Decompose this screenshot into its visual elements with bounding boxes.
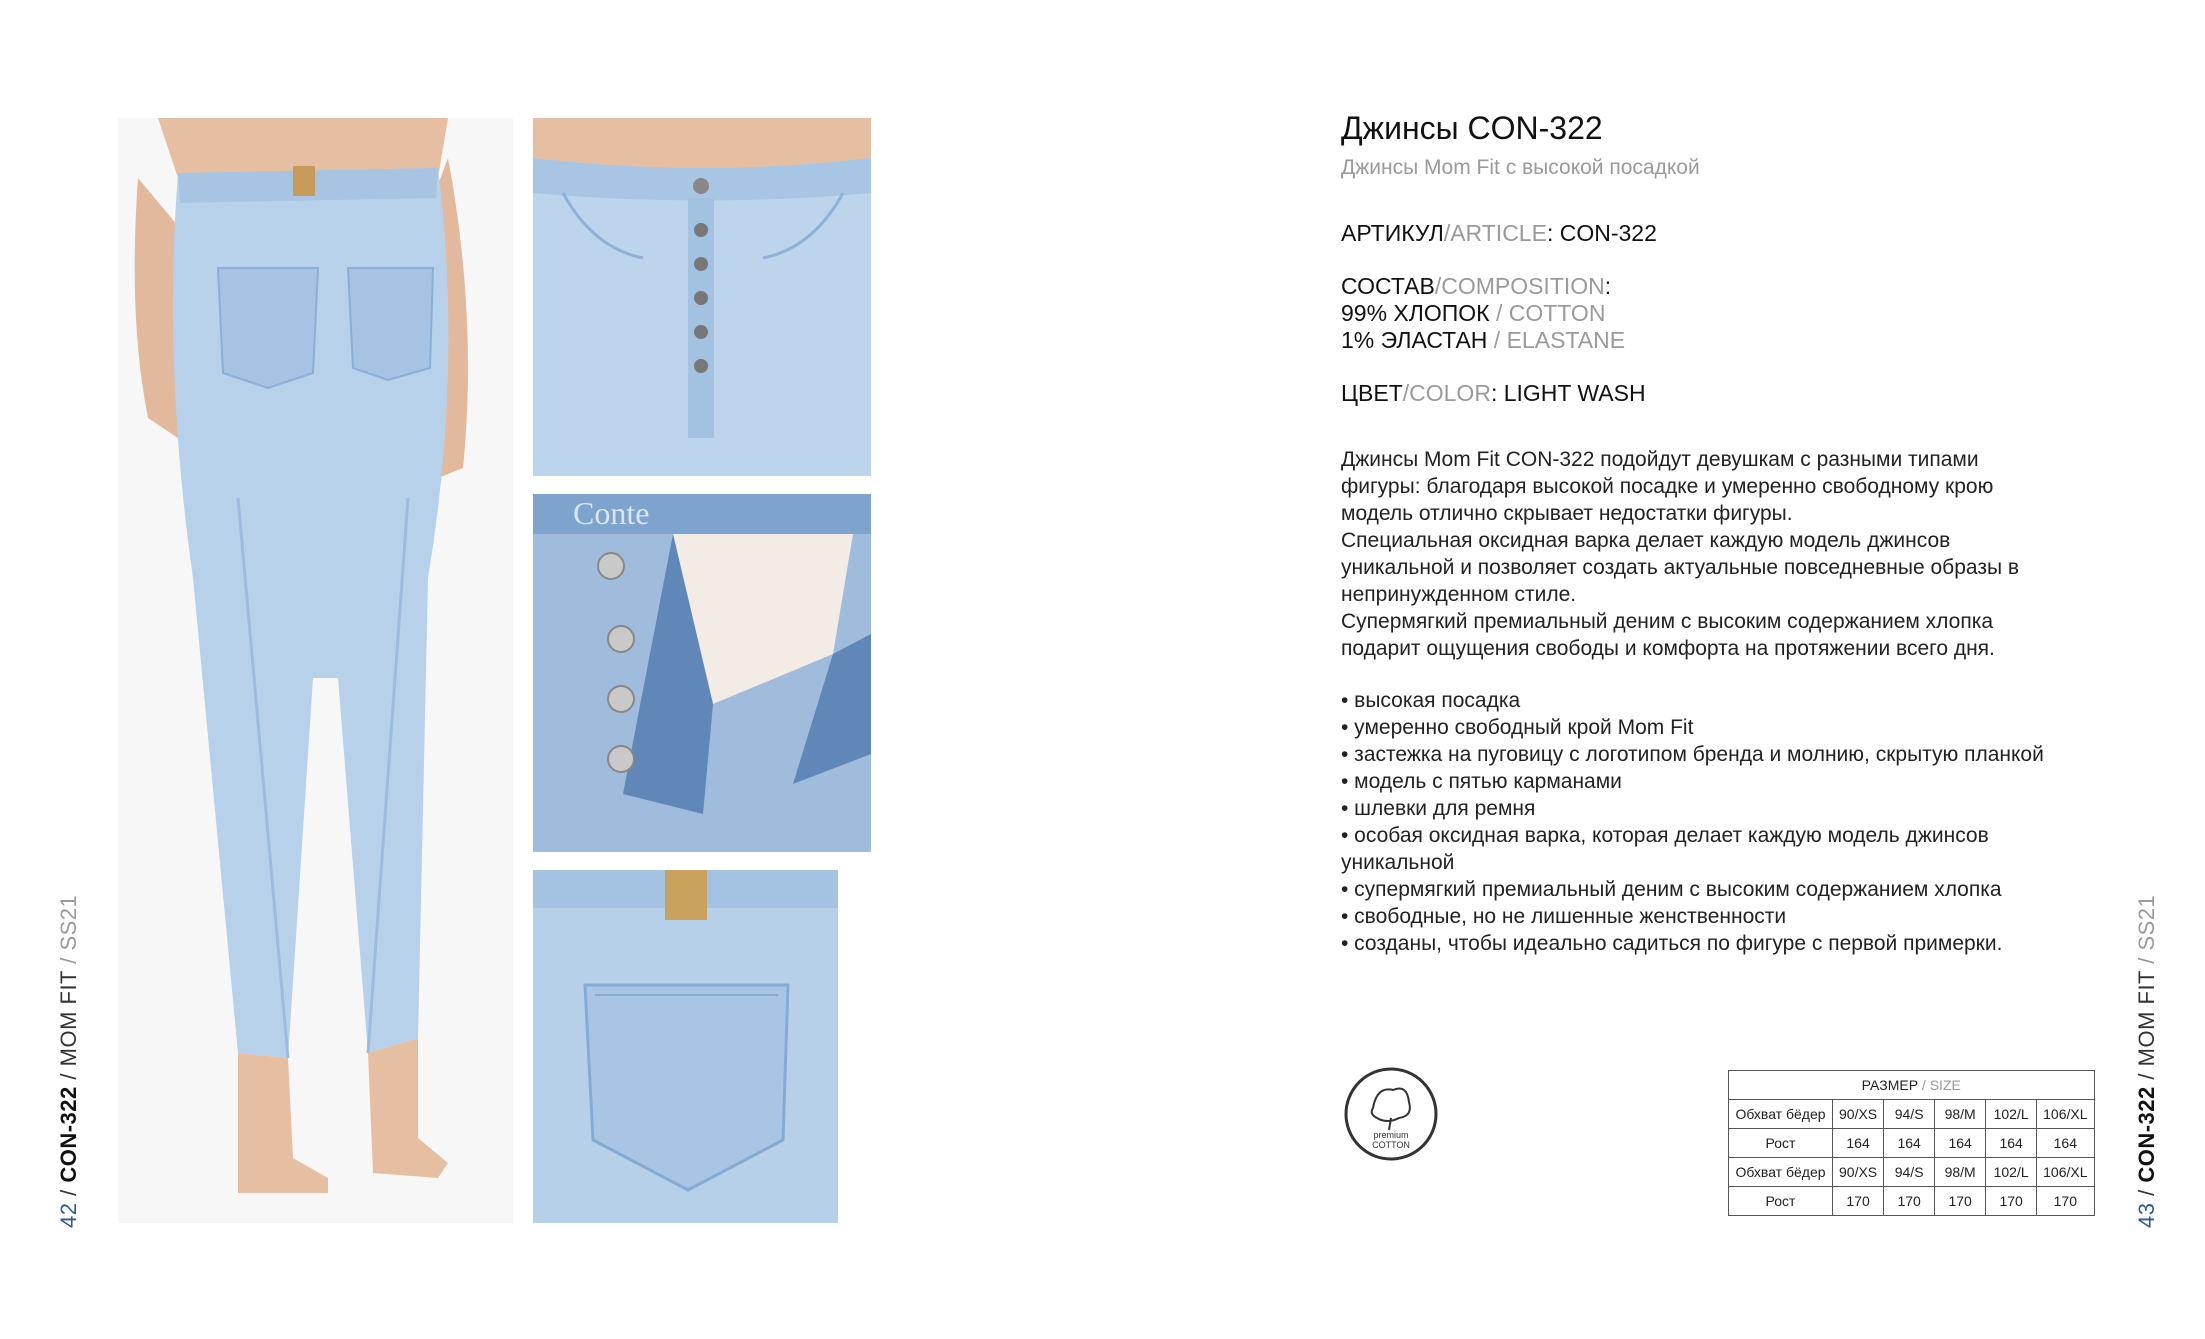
description-line: непринужденном стиле. [1341, 583, 1577, 606]
cell: 170 [2037, 1187, 2094, 1216]
composition-label-ru: СОСТАВ [1341, 273, 1435, 299]
composition-elastane-ru: 1% ЭЛАСТАН [1341, 327, 1488, 353]
cell: 94/S [1884, 1100, 1935, 1129]
cotton-flower-icon [1372, 1089, 1410, 1122]
page-number: 43 [2134, 1202, 2159, 1228]
article-label-ru: АРТИКУЛ [1341, 220, 1444, 246]
cell: 164 [1884, 1129, 1935, 1158]
left-page-caption: 42 / CON-322 / MOM FIT / SS21 [56, 894, 81, 1228]
color-value: LIGHT WASH [1503, 380, 1646, 406]
cell: 98/M [1935, 1158, 1986, 1187]
size-header-en: SIZE [1929, 1077, 1961, 1093]
cell: 106/XL [2037, 1100, 2094, 1129]
feature-item: • свободные, но не лишенные женственности [1341, 905, 1787, 928]
cell: 90/XS [1833, 1100, 1884, 1129]
description-line: модель отлично скрывает недостатки фигуры. [1341, 502, 1793, 525]
description-line: фигуры: благодаря высокой посадке и умеренно свободному крою [1341, 475, 1994, 498]
color-line: ЦВЕТ/COLOR: LIGHT WASH [1341, 380, 1646, 406]
description [1341, 446, 2101, 662]
feature-item: уникальной [1341, 851, 1455, 874]
article-value: CON-322 [1559, 220, 1657, 246]
size-table [1728, 1070, 2095, 1216]
feature-item: • супермягкий премиальный деним с высоким содержанием хлопка [1341, 878, 2002, 901]
color-label-ru: ЦВЕТ [1341, 380, 1403, 406]
cell: 170 [1986, 1187, 2037, 1216]
features-list [1341, 687, 2101, 957]
article-line: АРТИКУЛ/ARTICLE: CON-322 [1341, 220, 1657, 246]
photo-full-back-view [118, 118, 513, 1223]
feature-item: • застежка на пуговицу с логотипом бренда и молнию, скрытую планкой [1341, 743, 2044, 766]
feature-item: • умеренно свободный крой Mom Fit [1341, 716, 1694, 739]
color-label-en: COLOR [1409, 380, 1491, 406]
composition-cotton-en: COTTON [1508, 300, 1606, 326]
cell: 164 [1833, 1129, 1884, 1158]
cell: 102/L [1986, 1158, 2037, 1187]
table-row [1729, 1187, 2095, 1216]
cell: 164 [1935, 1129, 1986, 1158]
fit-name: MOM FIT [56, 970, 81, 1067]
product-code: CON-322 [2134, 1086, 2159, 1183]
feature-item: • особая оксидная варка, которая делает каждую модель джинсов [1341, 824, 1989, 847]
season: SS21 [56, 894, 81, 951]
cell: 164 [2037, 1129, 2094, 1158]
cell: 90/XS [1833, 1158, 1884, 1187]
product-subtitle: Джинсы Mom Fit с высокой посадкой [1341, 156, 1700, 179]
table-row [1729, 1158, 2095, 1187]
premium-cotton-badge [1343, 1066, 1439, 1162]
photo-fly-detail [533, 494, 871, 852]
photo-brand-text: Conte [573, 495, 650, 531]
table-row [1729, 1129, 2095, 1158]
cell: 106/XL [2037, 1158, 2094, 1187]
size-table-header: РАЗМЕР / SIZE [1729, 1071, 2095, 1100]
description-line: Специальная оксидная варка делает каждую модель джинсов [1341, 529, 1951, 552]
feature-item: • шлевки для ремня [1341, 797, 1536, 820]
cell: 164 [1986, 1129, 2037, 1158]
composition-label-en: COMPOSITION [1441, 273, 1605, 299]
cell: 98/M [1935, 1100, 1986, 1129]
photo-back-pocket [533, 870, 838, 1223]
table-row [1729, 1100, 2095, 1129]
badge-text-cotton: COTTON [1372, 1140, 1410, 1150]
product-code: CON-322 [56, 1086, 81, 1183]
composition-elastane-en: ELASTANE [1506, 327, 1626, 353]
row-label: Обхват бёдер [1729, 1100, 1833, 1129]
article-label-en: ARTICLE [1450, 220, 1547, 246]
badge-text-premium: premium [1373, 1130, 1409, 1140]
cell: 170 [1884, 1187, 1935, 1216]
fit-name: MOM FIT [2134, 970, 2159, 1067]
feature-item: • модель с пятью карманами [1341, 770, 1622, 793]
description-line: уникальной и позволяет создать актуальные повседневные образы в [1341, 556, 2020, 579]
row-label: Обхват бёдер [1729, 1158, 1833, 1187]
photo-front-buttons [533, 118, 871, 476]
page-number: 42 [56, 1202, 81, 1228]
size-header-ru: РАЗМЕР [1861, 1077, 1919, 1093]
description-line: Джинсы Mom Fit CON-322 подойдут девушкам с разными типами [1341, 448, 1979, 471]
cell: 94/S [1884, 1158, 1935, 1187]
feature-item: • созданы, чтобы идеально садиться по фигуре с первой примерки. [1341, 932, 2003, 955]
composition-block: СОСТАВ/COMPOSITION: 99% ХЛОПОК / COTTON 1% ЭЛАСТАН / ELASTANE [1341, 273, 1626, 353]
right-page-caption: 43 / CON-322 / MOM FIT / SS21 [2134, 894, 2159, 1228]
row-label: Рост [1729, 1129, 1833, 1158]
season: SS21 [2134, 894, 2159, 951]
composition-cotton-ru: 99% ХЛОПОК [1341, 300, 1490, 326]
cell: 170 [1833, 1187, 1884, 1216]
cell: 102/L [1986, 1100, 2037, 1129]
description-line: Супермягкий премиальный деним с высоким содержанием хлопка [1341, 610, 1994, 633]
product-title: Джинсы CON-322 [1341, 110, 1603, 146]
cell: 170 [1935, 1187, 1986, 1216]
feature-item: • высокая посадка [1341, 689, 1521, 712]
row-label: Рост [1729, 1187, 1833, 1216]
description-line: подарит ощущения свободы и комфорта на протяжении всего дня. [1341, 637, 1995, 660]
